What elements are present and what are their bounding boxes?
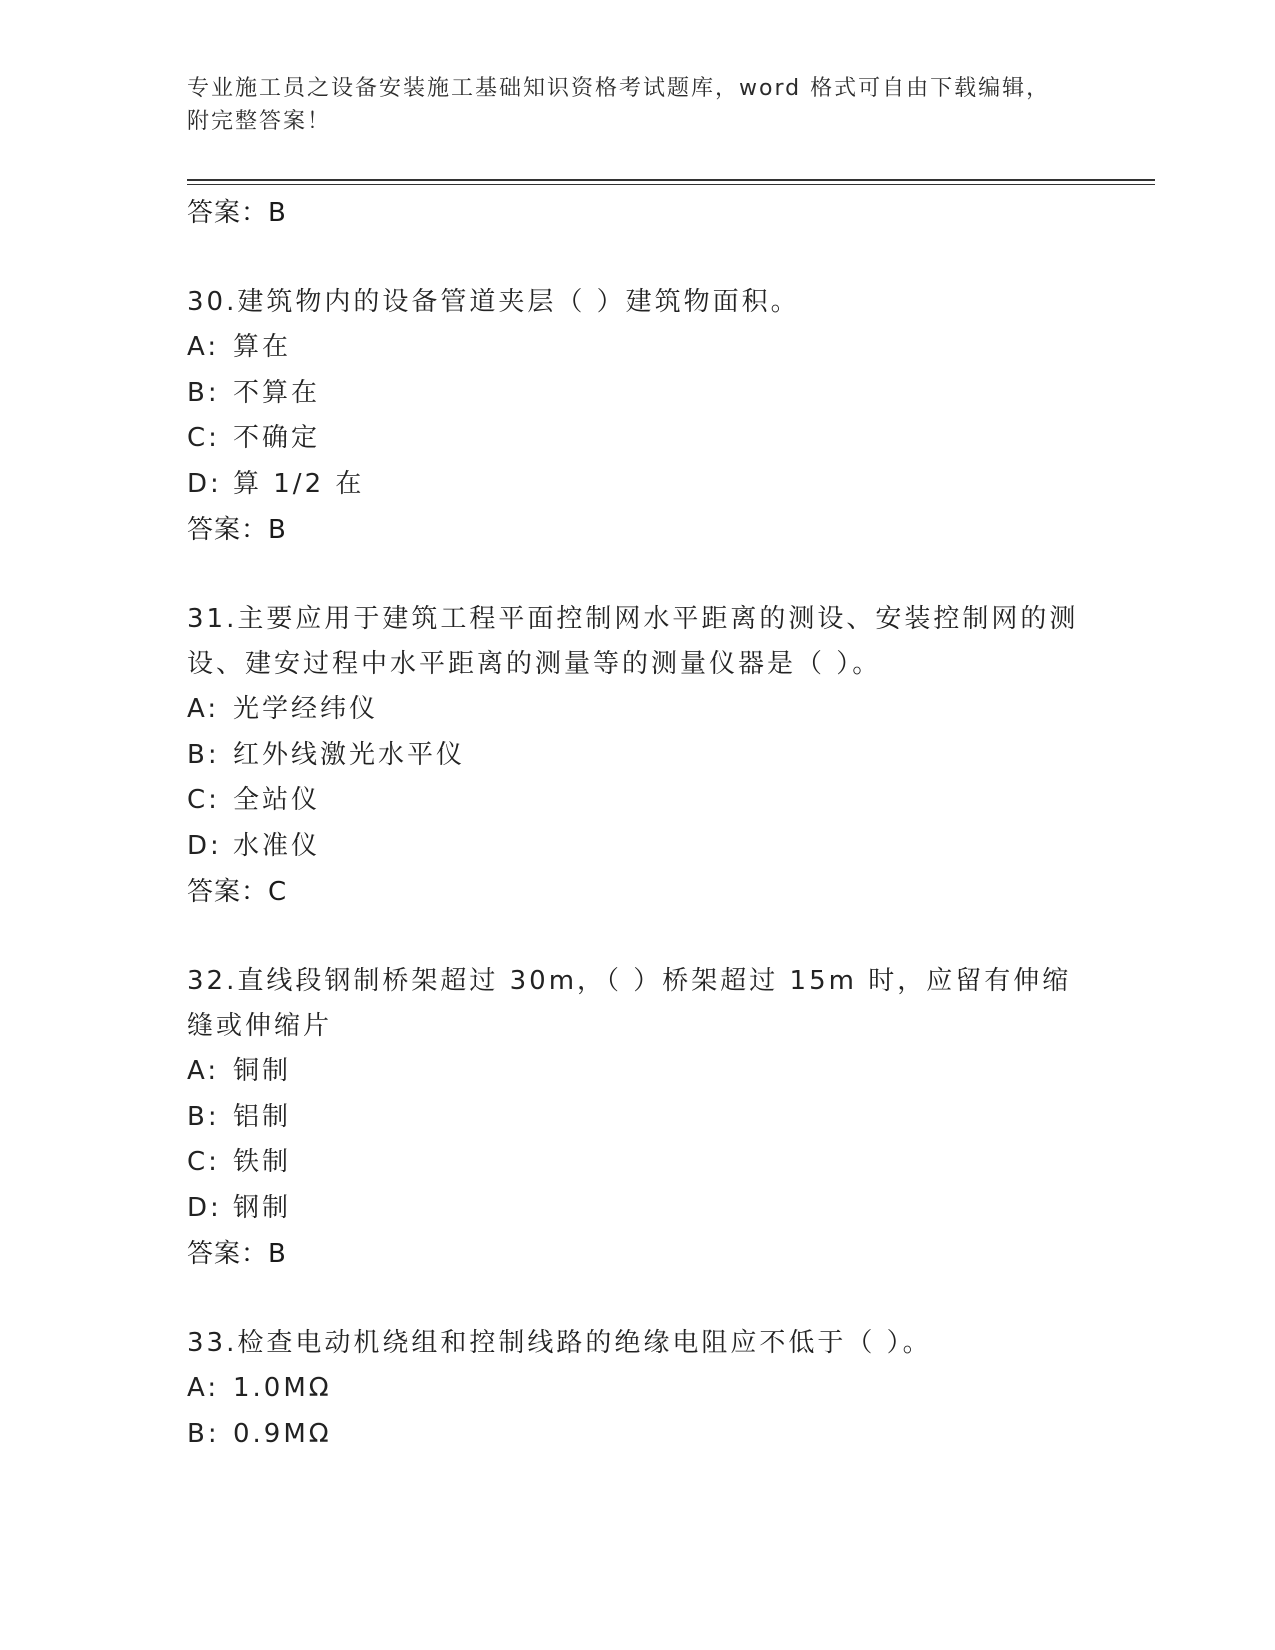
answer-text: 答案：B	[187, 515, 287, 545]
option-b	[187, 1412, 1087, 1458]
option-letter: B:	[187, 377, 220, 408]
option-text: 不确定	[233, 423, 321, 453]
option-text: 钢制	[233, 1192, 292, 1223]
option-letter: C:	[187, 785, 220, 815]
option-text: 铁制	[233, 1147, 292, 1177]
option-letter: A:	[187, 332, 220, 362]
option-letter: B:	[187, 1418, 220, 1449]
option-text: 0.9MΩ	[233, 1418, 332, 1449]
option-b	[187, 371, 1087, 417]
option-text: 红外线激光水平仪	[233, 739, 466, 770]
header-rule-thick	[187, 179, 1155, 181]
option-a	[187, 325, 1087, 371]
question-text: 33.检查电动机绕组和控制线路的绝缘电阻应不低于（ ）。	[187, 1328, 932, 1358]
question-block	[187, 280, 1087, 553]
option-text: 铜制	[233, 1056, 292, 1086]
question-text: 30.建筑物内的设备管道夹层（ ）建筑物面积。	[187, 287, 800, 317]
question-block	[187, 959, 1087, 1277]
option-a	[187, 1049, 1087, 1095]
option-letter: B:	[187, 1101, 220, 1132]
option-letter: A:	[187, 1056, 220, 1086]
option-text: 光学经纬仪	[233, 694, 379, 724]
option-letter: D:	[187, 468, 222, 499]
option-c	[187, 778, 1087, 824]
option-text: 全站仪	[233, 785, 321, 815]
question-block	[187, 597, 1087, 915]
answer-text: 答案：C	[187, 877, 288, 907]
option-text: 水准仪	[233, 830, 321, 861]
option-text: 1.0MΩ	[233, 1373, 332, 1403]
header-line-2: 附完整答案！	[187, 109, 332, 134]
option-letter: A:	[187, 1373, 220, 1403]
option-d	[187, 1186, 1087, 1232]
header-rule-thin	[187, 184, 1155, 185]
option-a	[187, 687, 1087, 733]
option-d	[187, 462, 1087, 508]
question-block	[187, 1321, 1087, 1457]
option-text: 铝制	[233, 1101, 292, 1132]
option-b	[187, 733, 1087, 779]
question-text: 32.直线段钢制桥架超过 30m，（ ）桥架超过 15m 时，应留有伸缩缝或伸缩片	[187, 966, 1072, 1041]
option-letter: C:	[187, 1147, 220, 1177]
answer-text: 答案：B	[187, 198, 287, 228]
answer-text: 答案：B	[187, 1239, 287, 1269]
option-letter: B:	[187, 739, 220, 770]
option-letter: C:	[187, 423, 220, 453]
option-c	[187, 1140, 1087, 1186]
option-b	[187, 1095, 1087, 1141]
option-text: 算在	[233, 332, 292, 362]
option-c	[187, 416, 1087, 462]
option-text: 不算在	[233, 377, 321, 408]
document-body	[187, 188, 1087, 1457]
document-header	[187, 72, 1067, 138]
option-letter: A:	[187, 694, 220, 724]
header-line-1: 专业施工员之设备安装施工基础知识资格考试题库，word 格式可自由下载编辑，	[187, 76, 1051, 101]
option-a	[187, 1366, 1087, 1412]
question-text: 31.主要应用于建筑工程平面控制网水平距离的测设、安装控制网的测设、建安过程中水平距离的测量等的测量仪器是（ ）。	[187, 604, 1079, 679]
option-letter: D:	[187, 1192, 222, 1223]
option-d	[187, 824, 1087, 870]
option-letter: D:	[187, 830, 222, 861]
option-text: 算 1/2 在	[233, 468, 365, 499]
